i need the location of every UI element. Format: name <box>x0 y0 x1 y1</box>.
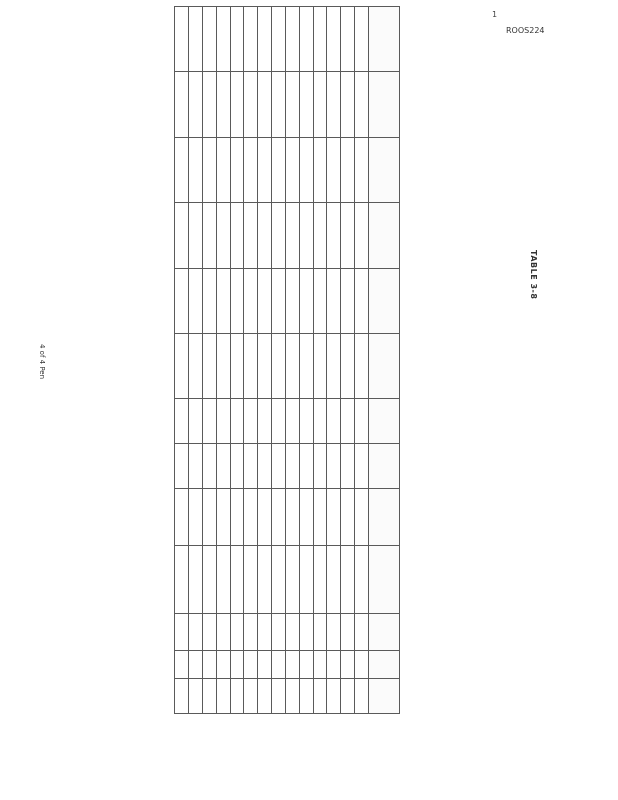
table-cell <box>272 613 286 650</box>
table-cell <box>202 613 216 650</box>
table-row <box>202 7 216 714</box>
table-cell <box>355 679 369 714</box>
table-cell <box>355 444 369 489</box>
table-cell <box>355 650 369 679</box>
table-cell <box>216 333 230 398</box>
table-row <box>244 7 258 714</box>
table-row <box>216 7 230 714</box>
table-cell <box>202 7 216 72</box>
table-cell <box>299 203 313 268</box>
table-cell <box>230 203 244 268</box>
table-row <box>272 7 286 714</box>
table-cell <box>355 137 369 202</box>
table-cell <box>272 399 286 444</box>
table-cell <box>175 399 189 444</box>
table-cell <box>244 203 258 268</box>
table-cell <box>189 137 203 202</box>
table-cell <box>341 650 355 679</box>
table-cell <box>341 489 355 546</box>
table-cell <box>216 268 230 333</box>
table-cell <box>313 650 327 679</box>
table-cell <box>244 546 258 613</box>
table-cell <box>202 489 216 546</box>
table-cell <box>175 679 189 714</box>
table-cell <box>258 268 272 333</box>
table-cell <box>285 7 299 72</box>
column-header <box>369 72 400 137</box>
table-cell <box>189 399 203 444</box>
document-id: ROOS224 <box>506 26 545 35</box>
scanned-table-rotated <box>174 6 400 714</box>
table-cell <box>258 613 272 650</box>
table-cell <box>285 489 299 546</box>
table-cell <box>216 399 230 444</box>
table-cell <box>341 72 355 137</box>
table-cell <box>258 650 272 679</box>
table-cell <box>341 137 355 202</box>
table-cell <box>341 679 355 714</box>
table-cell <box>299 72 313 137</box>
table-cell <box>230 268 244 333</box>
table-cell <box>202 546 216 613</box>
column-header <box>369 489 400 546</box>
table-cell <box>272 7 286 72</box>
table-cell <box>244 489 258 546</box>
table-cell <box>189 489 203 546</box>
table-cell <box>272 444 286 489</box>
table-cell <box>355 613 369 650</box>
table-cell <box>258 7 272 72</box>
table-row <box>258 7 272 714</box>
table-cell <box>355 546 369 613</box>
table-cell <box>202 444 216 489</box>
column-header <box>369 7 400 72</box>
table-cell <box>244 613 258 650</box>
table-cell <box>230 444 244 489</box>
table-cell <box>355 203 369 268</box>
table-cell <box>189 203 203 268</box>
table-cell <box>216 137 230 202</box>
table-cell <box>230 613 244 650</box>
table-cell <box>313 137 327 202</box>
table-cell <box>189 650 203 679</box>
table-cell <box>216 72 230 137</box>
table-cell <box>258 72 272 137</box>
table-cell <box>216 203 230 268</box>
table-cell <box>175 613 189 650</box>
table-cell <box>272 489 286 546</box>
column-header <box>369 137 400 202</box>
table-cell <box>175 444 189 489</box>
table-cell <box>230 333 244 398</box>
table-cell <box>230 399 244 444</box>
table-cell <box>341 333 355 398</box>
table-cell <box>299 613 313 650</box>
table-cell <box>230 679 244 714</box>
table-cell <box>327 7 341 72</box>
table-row <box>299 7 313 714</box>
table-header-row <box>369 7 400 714</box>
table-cell <box>216 7 230 72</box>
table-cell <box>230 72 244 137</box>
table-cell <box>327 650 341 679</box>
table-cell <box>341 546 355 613</box>
table-cell <box>299 546 313 613</box>
table-cell <box>313 7 327 72</box>
table-row <box>341 7 355 714</box>
table-cell <box>244 333 258 398</box>
table-cell <box>244 137 258 202</box>
table-cell <box>244 444 258 489</box>
column-header <box>369 613 400 650</box>
table-cell <box>175 7 189 72</box>
table-cell <box>175 268 189 333</box>
table-cell <box>189 546 203 613</box>
table-cell <box>341 268 355 333</box>
table-cell <box>327 546 341 613</box>
table-cell <box>175 203 189 268</box>
table-cell <box>258 333 272 398</box>
table-cell <box>327 333 341 398</box>
table-cell <box>299 444 313 489</box>
table-cell <box>313 399 327 444</box>
table-cell <box>285 650 299 679</box>
table-cell <box>285 613 299 650</box>
table-row <box>327 7 341 714</box>
table-row <box>285 7 299 714</box>
table-cell <box>202 72 216 137</box>
table-cell <box>341 7 355 72</box>
table-cell <box>355 489 369 546</box>
table-cell <box>230 650 244 679</box>
table-cell <box>202 137 216 202</box>
table-row <box>313 7 327 714</box>
column-header <box>369 444 400 489</box>
table-cell <box>175 650 189 679</box>
column-header <box>369 399 400 444</box>
table-cell <box>175 546 189 613</box>
table-cell <box>327 489 341 546</box>
table-cell <box>313 72 327 137</box>
table-cell <box>285 203 299 268</box>
table-cell <box>216 489 230 546</box>
column-header <box>369 650 400 679</box>
table-cell <box>216 679 230 714</box>
column-header <box>369 333 400 398</box>
table-cell <box>244 7 258 72</box>
table-cell <box>299 679 313 714</box>
table-cell <box>216 444 230 489</box>
table-cell <box>258 203 272 268</box>
margin-note-middle: 4 of 4 Pen <box>38 344 46 380</box>
table-cell <box>327 72 341 137</box>
table-cell <box>313 333 327 398</box>
table-cell <box>285 268 299 333</box>
table-cell <box>327 399 341 444</box>
table-cell <box>299 489 313 546</box>
table-cell <box>272 268 286 333</box>
table-cell <box>327 613 341 650</box>
table-cell <box>244 72 258 137</box>
table-cell <box>202 679 216 714</box>
table-cell <box>327 203 341 268</box>
table-cell <box>327 444 341 489</box>
table-cell <box>272 137 286 202</box>
table-number: TABLE 3-8 <box>529 250 538 300</box>
table-cell <box>189 72 203 137</box>
table-cell <box>175 489 189 546</box>
table-cell <box>202 333 216 398</box>
table-cell <box>285 399 299 444</box>
table-row <box>230 7 244 714</box>
table-cell <box>313 546 327 613</box>
table-cell <box>341 399 355 444</box>
table-title-block <box>526 250 540 299</box>
table-cell <box>285 72 299 137</box>
table-cell <box>355 268 369 333</box>
table-cell <box>355 399 369 444</box>
table-cell <box>202 399 216 444</box>
table-cell <box>355 72 369 137</box>
table-cell <box>202 268 216 333</box>
table-cell <box>258 137 272 202</box>
table-body <box>175 7 400 714</box>
table-cell <box>258 444 272 489</box>
table-cell <box>285 333 299 398</box>
table-cell <box>313 613 327 650</box>
table-cell <box>244 679 258 714</box>
table-cell <box>230 137 244 202</box>
column-header <box>369 546 400 613</box>
column-header <box>369 268 400 333</box>
table-row <box>175 7 189 714</box>
column-header <box>369 203 400 268</box>
table-cell <box>299 268 313 333</box>
table-cell <box>244 650 258 679</box>
table-cell <box>230 7 244 72</box>
table-cell <box>189 7 203 72</box>
table-cell <box>355 7 369 72</box>
table-cell <box>272 72 286 137</box>
table-cell <box>230 546 244 613</box>
table-cell <box>175 72 189 137</box>
table-cell <box>216 613 230 650</box>
table-cell <box>313 679 327 714</box>
table-cell <box>258 489 272 546</box>
table-cell <box>202 650 216 679</box>
table-cell <box>313 444 327 489</box>
table-cell <box>189 333 203 398</box>
table-cell <box>327 679 341 714</box>
table-cell <box>244 399 258 444</box>
table-cell <box>285 444 299 489</box>
table-cell <box>230 489 244 546</box>
table-cell <box>327 268 341 333</box>
table-cell <box>299 650 313 679</box>
table-cell <box>299 7 313 72</box>
table-cell <box>216 546 230 613</box>
table-cell <box>189 679 203 714</box>
table-cell <box>285 137 299 202</box>
table-cell <box>341 613 355 650</box>
table-cell <box>299 137 313 202</box>
table-cell <box>327 137 341 202</box>
table-cell <box>313 489 327 546</box>
table-cell <box>285 546 299 613</box>
table-cell <box>355 333 369 398</box>
table-cell <box>272 546 286 613</box>
table-cell <box>341 203 355 268</box>
table-cell <box>175 333 189 398</box>
table-cell <box>285 679 299 714</box>
table-cell <box>189 444 203 489</box>
table-cell <box>189 268 203 333</box>
table-row <box>189 7 203 714</box>
table-cell <box>272 333 286 398</box>
table-cell <box>216 650 230 679</box>
table-cell <box>272 650 286 679</box>
table-cell <box>272 679 286 714</box>
table-cell <box>175 137 189 202</box>
table-cell <box>258 679 272 714</box>
table-cell <box>313 203 327 268</box>
table-cell <box>202 203 216 268</box>
column-header <box>369 679 400 714</box>
table-cell <box>258 546 272 613</box>
table-cell <box>299 333 313 398</box>
table-cell <box>313 268 327 333</box>
table-cell <box>244 268 258 333</box>
table-cell <box>272 203 286 268</box>
table-cell <box>299 399 313 444</box>
page-number: 1 <box>492 10 498 19</box>
table-cell <box>341 444 355 489</box>
data-table <box>174 6 400 714</box>
table-cell <box>258 399 272 444</box>
table-row <box>355 7 369 714</box>
table-cell <box>189 613 203 650</box>
